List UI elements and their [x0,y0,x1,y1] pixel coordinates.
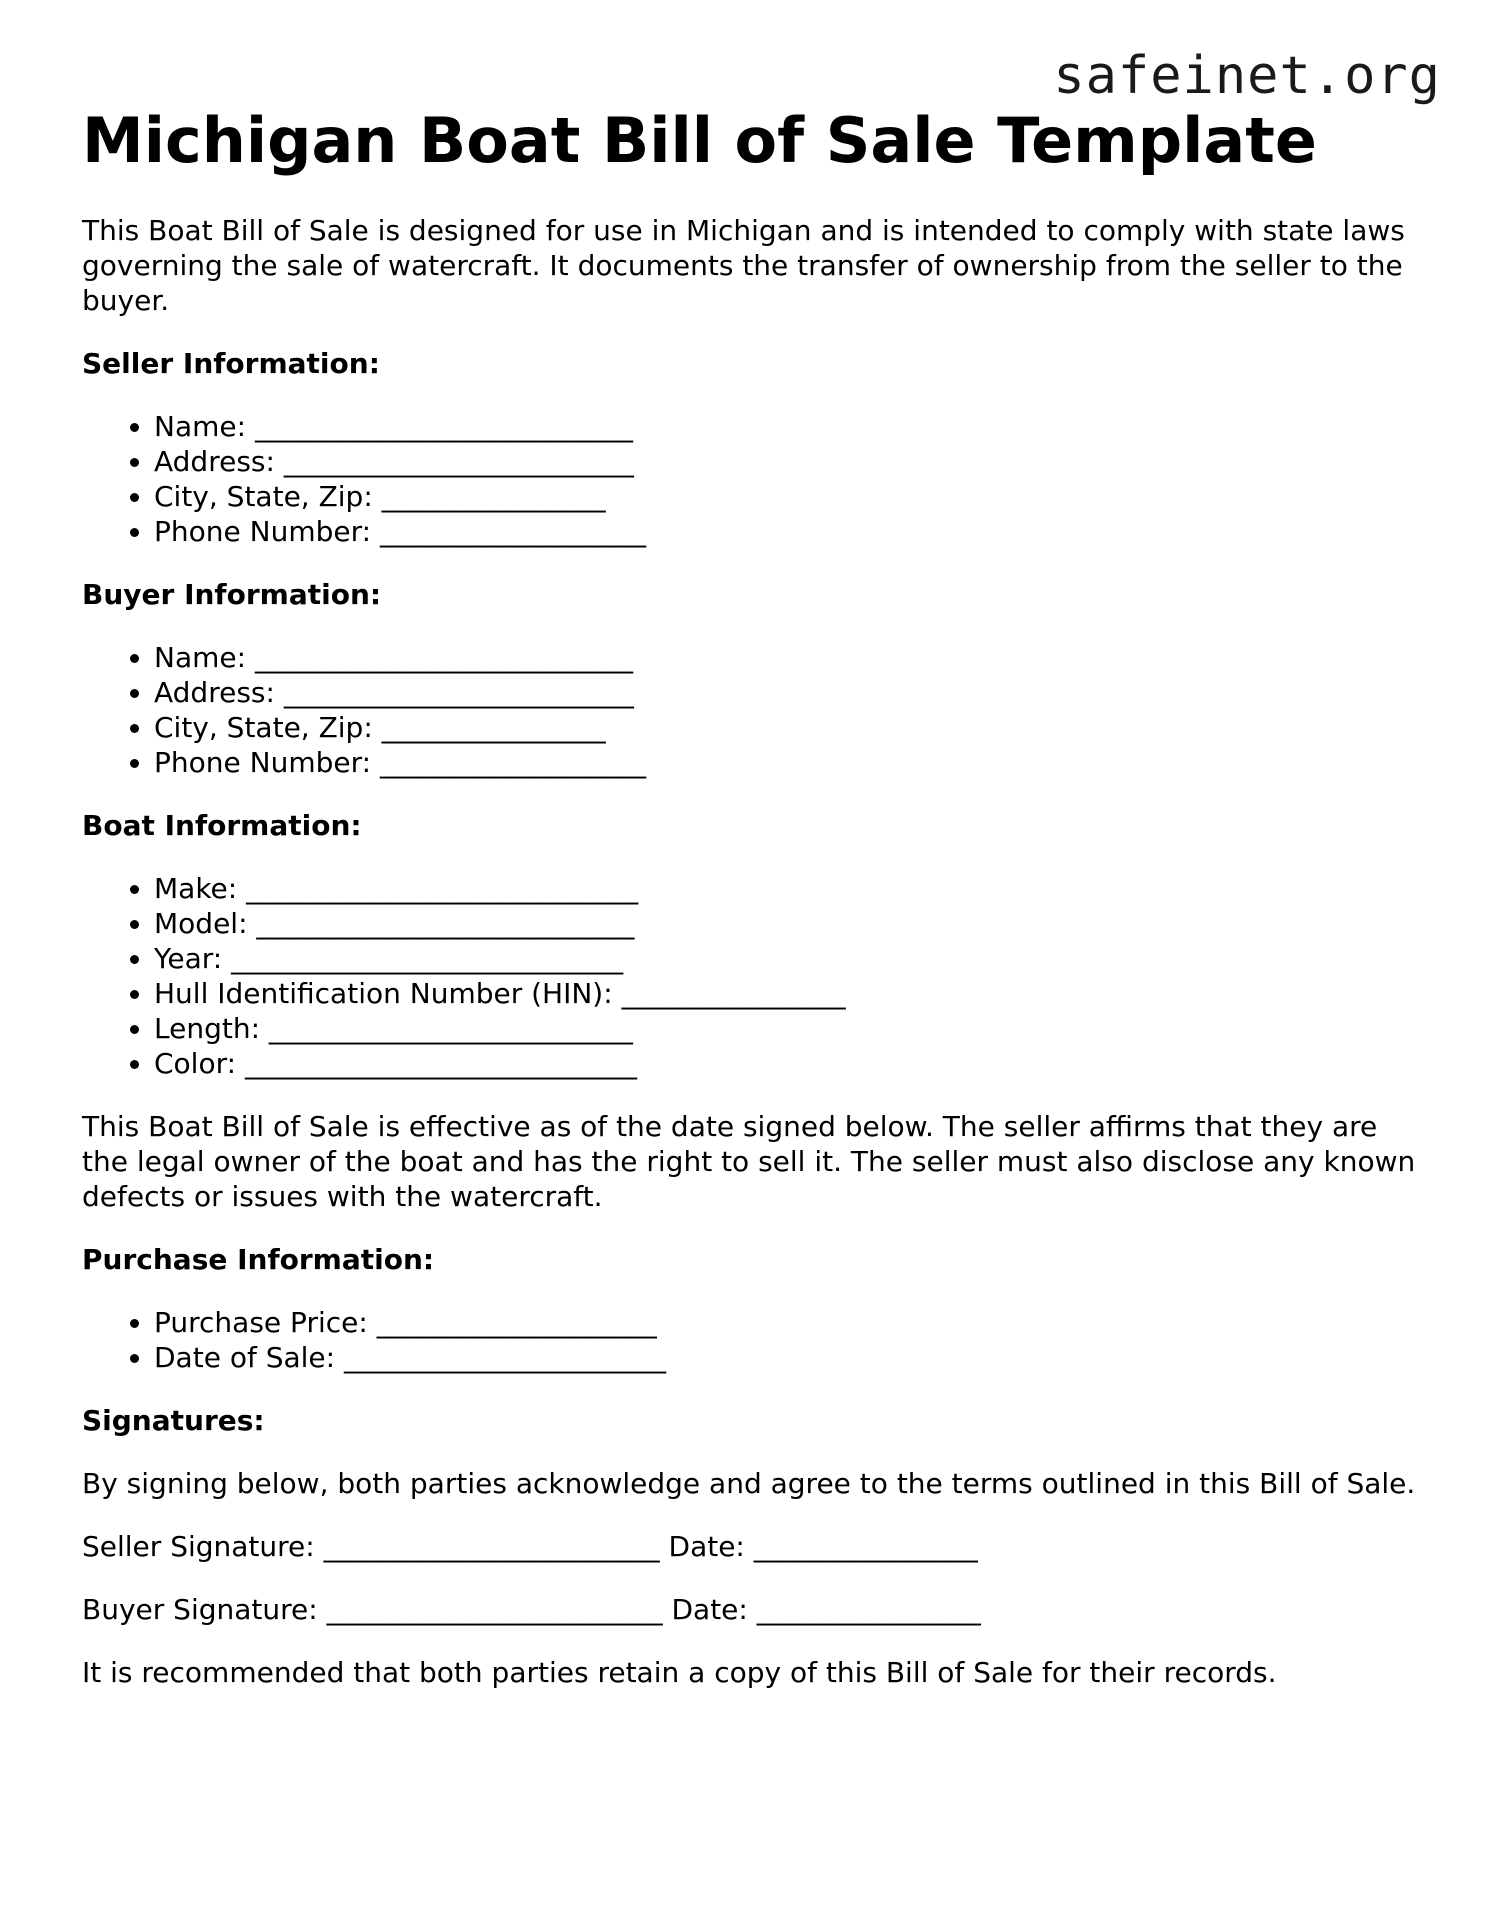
buyer-signature-line[interactable]: Buyer Signature: ________________________ Date: ________________ [82,1593,981,1626]
boat-year-field[interactable]: • Year: ____________________________ [154,941,1422,976]
boat-make-field[interactable]: • Make: ____________________________ [154,871,1422,906]
date-of-sale-field[interactable]: • Date of Sale: _______________________ [154,1340,1422,1375]
purchase-fields-list [82,1305,1422,1375]
signatures-section-heading: Signatures: [82,1404,265,1437]
buyer-section-heading: Buyer Information: [82,578,382,611]
purchase-price-field[interactable]: • Purchase Price: ____________________ [154,1305,1422,1340]
buyer-name-field[interactable]: • Name: ___________________________ [154,640,1422,675]
effective-paragraph: This Boat Bill of Sale is effective as of the date signed below. The seller affirms that they are the legal owner of the boat and has the right to sell it. The seller must also disclose any known defects or issues with the watercraft. [82,1110,1416,1213]
seller-fields-list [82,409,1422,549]
watermark: safeinet.org [1053,46,1441,106]
buyer-address-field[interactable]: • Address: _________________________ [154,675,1422,710]
boat-model-field[interactable]: • Model: ___________________________ [154,906,1422,941]
seller-section-heading: Seller Information: [82,347,380,380]
boat-length-field[interactable]: • Length: __________________________ [154,1011,1422,1046]
buyer-phone-field[interactable]: • Phone Number: ___________________ [154,745,1422,780]
acknowledgement-paragraph: By signing below, both parties acknowledge and agree to the terms outlined in this Bill of Sale. [82,1467,1416,1500]
intro-paragraph: This Boat Bill of Sale is designed for use in Michigan and is intended to comply with state laws governing the sale of watercraft. It documents the transfer of ownership from the seller to the buyer. [82,214,1405,317]
seller-address-field[interactable]: • Address: _________________________ [154,444,1422,479]
seller-city-state-zip-field[interactable]: • City, State, Zip: ________________ [154,479,1422,514]
seller-name-field[interactable]: • Name: ___________________________ [154,409,1422,444]
buyer-fields-list [82,640,1422,780]
boat-hin-field[interactable]: • Hull Identification Number (HIN): ________________ [154,976,1422,1011]
seller-phone-field[interactable]: • Phone Number: ___________________ [154,514,1422,549]
boat-color-field[interactable]: • Color: ____________________________ [154,1046,1422,1081]
buyer-city-state-zip-field[interactable]: • City, State, Zip: ________________ [154,710,1422,745]
boat-fields-list [82,871,1422,1081]
boat-section-heading: Boat Information: [82,809,362,842]
closing-paragraph: It is recommended that both parties retain a copy of this Bill of Sale for their records. [82,1656,1277,1689]
purchase-section-heading: Purchase Information: [82,1243,435,1276]
document-body [82,104,1422,1718]
document-title: Michigan Boat Bill of Sale Template [82,104,1317,177]
seller-signature-line[interactable]: Seller Signature: ________________________ Date: ________________ [82,1530,978,1563]
